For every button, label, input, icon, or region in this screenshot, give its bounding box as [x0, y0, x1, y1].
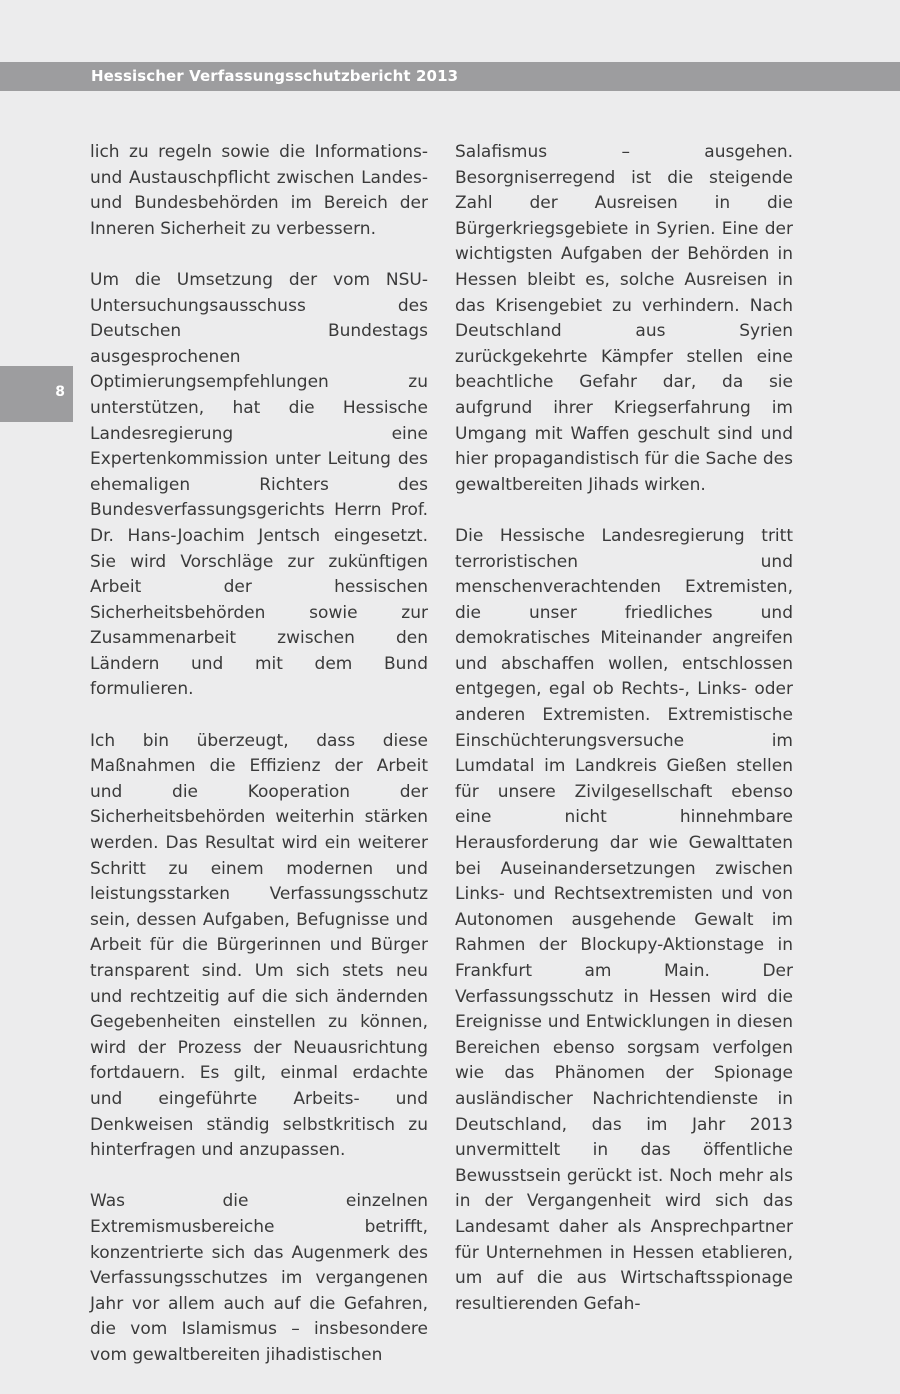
paragraph: Salafismus – ausgehen. Besorgniserregend ist die steigende Zahl der Ausreisen in die Bürgerkriegsgebiete in Syrien. Eine der wichtigsten Aufgaben der Behörden in Hessen bleibt es, solche Ausreisen in das Krisengebiet zu verhindern. Nach Deutschland aus Syrien zurückgekehrte Kämpfer stellen eine beachtliche Gefahr dar, da sie aufgrund ihrer Kriegserfahrung im Umgang mit Waffen geschult sind und hier propagandistisch für die Sache des gewaltbereiten Jihads wirken. [455, 142, 793, 495]
left-text-column [90, 140, 428, 1394]
page-number: 8 [55, 384, 65, 400]
paragraph: lich zu regeln sowie die Informations- und Austauschpflicht zwischen Landes- und Bundesbehörden im Bereich der Inneren Sicherheit zu verbessern. [90, 142, 428, 239]
running-header-title: Hessischer Verfassungsschutzbericht 2013 [91, 67, 459, 85]
paragraph: Ich bin überzeugt, dass diese Maßnahmen die Effizienz der Arbeit und die Kooperation der Sicherheitsbehörden weiterhin stärken werden. Das Resultat wird ein weiterer Schritt zu einem modernen und leistungsstarken Verfassungsschutz sein, dessen Aufgaben, Befugnisse und Arbeit für die Bürgerinnen und Bürger transparent sind. Um sich stets neu und rechtzeitig auf die sich ändernden Gegebenheiten einstellen zu können, wird der Prozess der Neuausrichtung fortdauern. Es gilt, einmal erdachte und eingeführte Arbeits- und Denkweisen ständig selbstkritisch zu hinterfragen und anzupassen. [90, 730, 428, 1161]
paragraph: Was die einzelnen Extremismusbereiche betrifft, konzentrierte sich das Augenmerk des Verfassungsschutzes im vergangenen Jahr vor allem auch auf die Gefahren, die vom Islamismus – insbesondere vom gewaltbereiten jihadistischen [90, 1191, 428, 1365]
header-bar [0, 62, 900, 91]
paragraph: Um die Umsetzung der vom NSU-Untersuchungsausschuss des Deutschen Bundestags ausgesprochenen Optimierungsempfehlungen zu unterstützen, hat die Hessische Landesregierung eine Expertenkommission unter Leitung des ehemaligen Richters des Bundesverfassungsgerichts Herrn Prof. Dr. Hans-Joachim Jentsch eingesetzt. Sie wird Vorschläge zur zukünftigen Arbeit der hessischen Sicherheitsbehörden sowie zur Zusammenarbeit zwischen den Ländern und mit dem Bund formulieren. [90, 269, 428, 700]
right-text-column [455, 140, 793, 1343]
paragraph: Die Hessische Landesregierung tritt terroristischen und menschenverachtenden Extremisten, die unser friedliches und demokratisches Miteinander angreifen und abschaffen wollen, entschlossen entgegen, egal ob Rechts-, Links- oder anderen Extremisten. Extremistische Einschüchterungsversuche im Lumdatal im Landkreis Gießen stellen für unsere Zivilgesellschaft ebenso eine nicht hinnehmbare Herausforderung dar wie Gewalttaten bei Auseinandersetzungen zwischen Links- und Rechtsextremisten und von Autonomen ausgehende Gewalt im Rahmen der Blockupy-Aktionstage in Frankfurt am Main. Der Verfassungsschutz in Hessen wird die Ereignisse und Entwicklungen in diesen Bereichen ebenso sorgsam verfolgen wie das Phänomen der Spionage ausländischer Nachrichtendienste in Deutschland, das im Jahr 2013 unvermittelt in das öffentliche Bewusstsein gerückt ist. Noch mehr als in der Vergangenheit wird sich das Landesamt daher als Ansprechpartner für Unternehmen in Hessen etablieren, um auf die aus Wirtschaftsspionage resultierenden Gefah- [455, 525, 793, 1314]
page-number-tab [0, 366, 73, 422]
